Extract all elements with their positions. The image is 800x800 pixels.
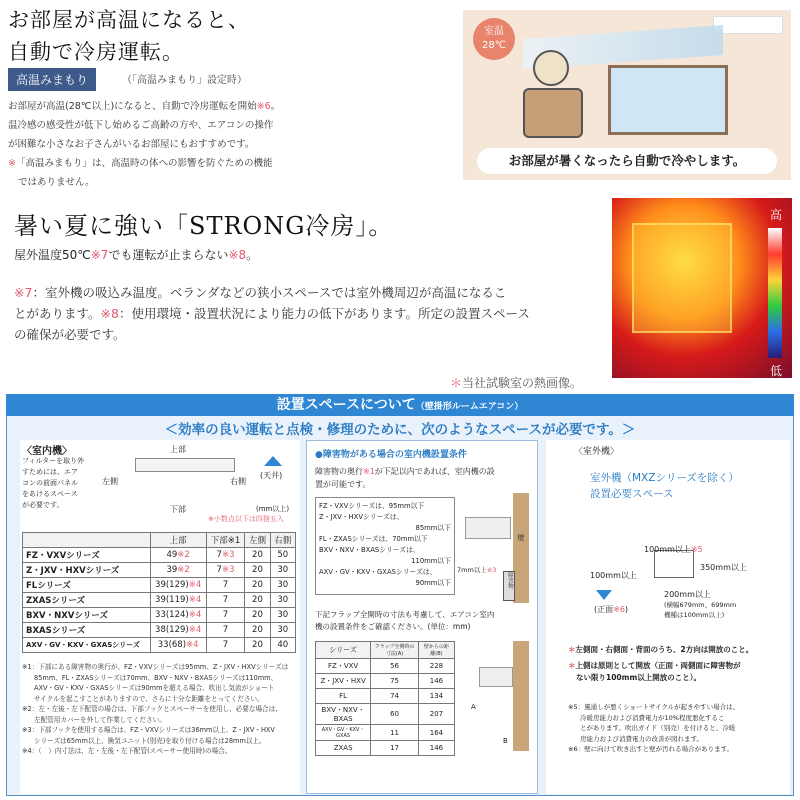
strong-subtext: 屋外温度50℃※7でも運転が止まらない※8。 <box>14 248 259 262</box>
round-note: ※小数点以下は四捨五入 <box>208 515 284 523</box>
indoor-heading: 〈室内機〉 <box>22 446 72 457</box>
flap-table: シリーズ フラップ全開時の寸法(A) 壁からの距離(B) FZ・VXV 56 228 Z・JXV・HXV 75 146 FL 74 134 BXV・NXV・BXAS 60 207 AXV・GV・KXV・GXAS 11 164 ZXAS 17 146 <box>315 641 455 756</box>
headline-1: お部屋が高温になると、 <box>8 8 250 32</box>
aircon-icon <box>713 16 783 34</box>
outdoor-title: 室外機（MXZシリーズを除く） 設置必要スペース <box>590 472 739 500</box>
table-row: FZ・VXVシリーズ 49※2 7※3 20 50 <box>23 548 296 563</box>
chair-icon <box>523 88 583 138</box>
table-row: AXV・GV・KXV・GXASシリーズ 33(68)※4 7 20 40 <box>23 638 296 653</box>
label-down: 下部 <box>170 505 186 514</box>
table-row: FL 74 134 <box>316 689 455 704</box>
label-right: 右側 <box>230 477 246 486</box>
indoor-column <box>20 440 300 794</box>
outdoor-bullets: ＊左側面・右側面・背面のうち、2方向は開放のこと。 ＊上側は原則として開放（正面・両側面に障害物が ない限り100mm以上開放のこと）。 <box>568 645 754 682</box>
thermal-caption: ＊当社試験室の熱画像。 <box>450 376 583 390</box>
room-illustration <box>463 10 791 180</box>
table-row: ZXASシリーズ 39(119)※4 7 20 30 <box>23 593 296 608</box>
strong-notes: ※7：室外機の吸込み温度。ベランダなどの狭小スペースでは室外機周辺が高温になるこ とがあります。※8：使用環境・設置状況により能力の低下があります。所定の設置スペース の確保が必要です。 <box>14 285 530 342</box>
dim-a: A <box>471 703 476 711</box>
dim-left: 100mm以上 <box>590 571 637 580</box>
obstacle-dim: 7mm以上※3 <box>457 566 497 574</box>
flap-unit-icon <box>479 667 513 687</box>
strong-headline: 暑い夏に強い「STRONG冷房」。 <box>14 212 394 240</box>
obstacle-heading: ●障害物がある場合の室内機設置条件 <box>315 450 467 460</box>
outdoor-column <box>546 440 790 794</box>
label-left: 左側 <box>102 477 118 486</box>
illustration-caption: お部屋が暑くなったら自動で冷やします。 <box>477 148 777 174</box>
outdoor-footnotes: ※5：風通しが悪くショートサイクルが起きやすい場合は、 冷暖房能力および消費電力が10%程度悪化するこ とがあります。吹出ガイド（別売）を付けると、冷暖 房能力および消費電力の改善が図れます。 ※6：壁に向けて吹き出すと壁が汚れる場合があります。 <box>568 703 740 753</box>
headline-2: 自動で冷房運転。 <box>8 40 184 64</box>
dim-right: 350mm以上 <box>700 563 747 572</box>
table-row: Z・JXV・HXVシリーズ 39※2 7※3 20 30 <box>23 563 296 578</box>
obstacle-list: FZ・VXVシリーズは、95mm以下 Z・JXV・HXVシリーズは、 85mm以下 FL・ZXASシリーズは、70mm以下 BXV・NXV・BXASシリーズは、 110mm以下 AXV・GV・KXV・GXASシリーズは、 90mm以下 <box>315 497 455 595</box>
table-row: FZ・VXV 56 228 <box>316 659 455 674</box>
table-row: BXV・NXV・BXAS 60 207 <box>316 704 455 725</box>
obstacle-text: 障害物の奥行※1が下記以内であれば、室内機の設 置が可能です。 <box>315 467 495 489</box>
obstacle-shape: 障害物 <box>503 571 515 601</box>
front-label: (正面※6) <box>594 605 629 614</box>
table-row: Z・JXV・HXV 75 146 <box>316 674 455 689</box>
label-ceiling: (天井) <box>260 471 283 480</box>
up-arrow-icon <box>264 456 282 466</box>
obstacle-column <box>306 440 538 794</box>
thermal-scale <box>768 228 782 358</box>
indoor-desc: フィルターを取り外 すためには、エア コンの前面パネル をあけるスペース が必要です。 <box>22 457 85 509</box>
person-icon <box>533 50 569 86</box>
window-icon <box>608 65 728 135</box>
indoor-unit-icon <box>135 458 235 472</box>
dim-top: 100mm以上※5 <box>644 545 703 554</box>
badge-note: （「高温みまもり」設定時） <box>122 75 247 86</box>
indoor-unit-side-icon <box>465 517 511 539</box>
indoor-table: 上部 下部※1 左側 右側 FZ・VXVシリーズ 49※2 7※3 20 50 Z・JXV・HXVシリーズ 39※2 7※3 20 30 FLシリーズ 39(129)※4 7 20 30 ZXASシリーズ 39(119)※4 7 20 30 BXV・NXVシリーズ 33(124)※4 7 20 30 BXASシリーズ 38(129)※4 7 20 30 AXV・GV・KXV・GXASシリーズ 33(68)※4 7 20 40 <box>22 532 296 653</box>
thermal-image <box>612 198 792 378</box>
indoor-footnotes: ※1：下部にある障害物の奥行が、FZ・VXVシリーズは95mm、Z・JXV・HXVシリーズは 85mm、FL・ZXASシリーズは70mm、BXV・NXV・BXASシリーズは110mm、 AXV・GV・KXV・GXASシリーズは90mmを超える場合、吹出し気流がショート サイクルを起こすことがありますので、さらに十分な距離をとってください。 ※2：左・左後・左下配管の場合は、下部フックとスペーサーを使用し、必要な場合は、 左配管用カバーを外して作業してください。 ※3：下部フックを使用する場合は、FZ・VXVシリーズは36mm以上、Z・JXV・HXV シリーズは65mm以上、換気ユニット(別売)を取り付ける場合は28mm以上。 ※4：（ ）内寸法は、左・左後・左下配管(スペーサー使用時)の場合。 <box>22 663 289 755</box>
flap-note: 下記フラップ全開時の寸法も考慮して、エアコン室内 機の設置条件をご確認ください。(単位：mm) <box>315 610 495 631</box>
table-row: BXV・NXVシリーズ 33(124)※4 7 20 30 <box>23 608 296 623</box>
wall-shape-2 <box>513 641 529 751</box>
down-arrow-icon <box>596 590 612 600</box>
thermal-low-label: 低 <box>770 364 783 378</box>
thermal-high-label: 高 <box>770 208 783 222</box>
install-title: 設置スペースについて（壁掛形ルームエアコン） <box>6 394 794 416</box>
temperature-badge: 室温 28℃ <box>473 18 515 60</box>
label-up: 上部 <box>170 445 186 454</box>
table-row: AXV・GV・KXV・GXAS 11 164 <box>316 725 455 741</box>
dim-bottom: 200mm以上 (横幅679mm、699mm 機種は100mm以上) <box>664 590 737 619</box>
feature-badge: 高温みまもり <box>8 68 96 91</box>
install-subtitle: ＜効率の良い運転と点検・修理のために、次のようなスペースが必要です。＞ <box>164 422 636 438</box>
table-row: ZXAS 17 146 <box>316 741 455 756</box>
table-row: FLシリーズ 39(129)※4 7 20 30 <box>23 578 296 593</box>
wall-shape: 壁 <box>513 493 529 603</box>
description-text: お部屋が高温(28℃以上)になると、自動で冷房運転を開始※6。 温冷感の感受性が低下し始めるご高齢の方や、エアコンの操作 が困難な小さなお子さんがいるお部屋にもおすすめです。 ※「高温みまもり」は、高温時の体への影響を防ぐための機能 ではありません。 <box>8 101 281 188</box>
outdoor-heading: 〈室外機〉 <box>574 447 620 457</box>
dim-b: B <box>503 737 508 745</box>
outdoor-unit-shape <box>632 223 732 333</box>
unit-note: (mm以上) <box>256 505 290 513</box>
table-row: BXASシリーズ 38(129)※4 7 20 30 <box>23 623 296 638</box>
